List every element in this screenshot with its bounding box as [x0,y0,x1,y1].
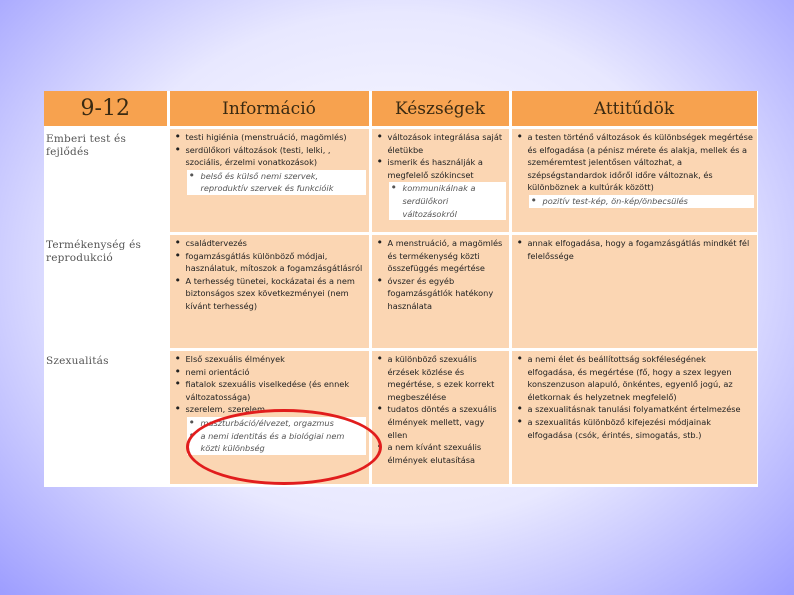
table-row [44,234,758,350]
list-item: • fiatalok szexuális viselkedése (és ennek változatossága) [186,378,366,403]
row-label: Emberi test és fejlődés [44,128,168,234]
list-item: • fogamzásgátlás különböző módjai, használatuk, mítoszok a fogamzásgátlásról [186,250,366,275]
list-item: • testi higiénia (menstruáció, magömlés) [186,131,366,144]
list-item: • a szexualitásnak tanulási folyamatként értelmezése [528,403,754,416]
skills-cell [370,350,510,486]
skills-cell [370,128,510,234]
header-row [44,91,758,128]
list-item: • A terhesség tünetei, kockázatai és a nem biztonságos szex következményei (nem kívánt terhesség) [186,275,366,313]
list-item: • óvszer és egyéb fogamzásgátlók hatékony használata [388,275,506,313]
table-row [44,350,758,486]
list-item: • a nemi élet és beállítottság sokféleségének elfogadása, és megértése (fő, hogy a szex legyen konszenzuson alapuló, önkéntes, egyenlő jogú, az életkornak és helyzetnek megfelelő) [528,353,754,403]
list-item: • Első szexuális élmények [186,353,366,366]
list-item: • családtervezés [186,237,366,250]
table-row [44,128,758,234]
sub-list-item: • belső és külső nemi szervek, reproduktív szervek és funkcióik [201,170,364,195]
info-cell [168,128,370,234]
attitudes-cell [510,234,758,350]
list-item: • a szexualitás különböző kifejezési módjainak elfogadása (csók, érintés, simogatás, stb.) [528,416,754,441]
sub-list-item: • pozitív test-kép, ön-kép/önbecsülés [543,195,752,208]
list-item: • ismerik és használják a megfelelő szókincset [388,156,506,181]
highlight-circle [186,409,382,485]
age-group-header: 9-12 [44,91,168,128]
attitudes-header: Attitűdök [510,91,758,128]
skills-cell [370,234,510,350]
skills-header: Készségek [370,91,510,128]
list-item: • a nem kívánt szexuális élmények elutasítása [388,441,506,466]
list-item: • A menstruáció, a magömlés és termékenység közti összefüggés megértése [388,237,506,275]
list-item: • serdülőkori változások (testi, lelki, , szociális, érzelmi vonatkozások) [186,144,366,169]
list-item: • annak elfogadása, hogy a fogamzásgátlás mindkét fél felelőssége [528,237,754,262]
info-cell [168,234,370,350]
list-item: • változások integrálása saját életükbe [388,131,506,156]
curriculum-table [44,91,758,487]
row-label: Szexualitás [44,350,168,486]
row-label: Termékenység és reprodukció [44,234,168,350]
attitudes-cell [510,128,758,234]
list-item: • a testen történő változások és különbségek megértése és elfogadása (a pénisz mérete és alakja, mellek és a szeméremtest jelentősen változhat, a szépségstandardok időről időre változnak, és különböznek a kultúrák között) [528,131,754,194]
sub-list-item: • kommunikálnak a serdülőkori változásokról [403,182,504,220]
list-item: • szerelem, szerelem [186,403,366,416]
sub-list-item: • maszturbáció/élvezet, orgazmus [201,417,364,430]
list-item: • nemi orientáció [186,366,366,379]
list-item: • a különböző szexuális érzések közlése és megértése, s ezek korrekt megbeszélése [388,353,506,403]
list-item: • tudatos döntés a szexuális élmények mellett, vagy ellen [388,403,506,441]
attitudes-cell [510,350,758,486]
info-header: Információ [168,91,370,128]
sub-list-item: • a nemi identitás és a biológiai nem közti különbség [201,430,364,455]
